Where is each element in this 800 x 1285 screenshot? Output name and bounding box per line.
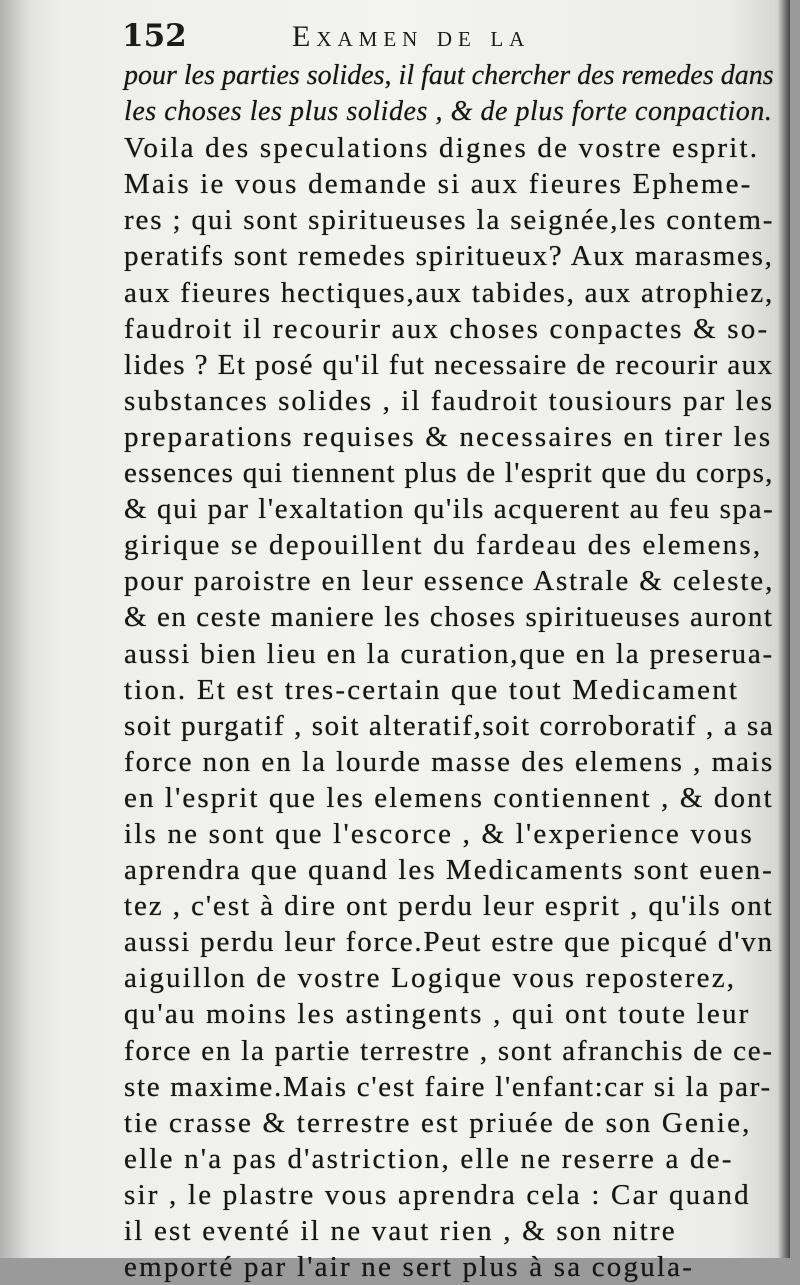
text-line: tie crasse & terrestre est priuée de son Genie, (124, 1106, 752, 1139)
text-line: elle n'a pas d'astriction, elle ne reserre a de- (124, 1142, 734, 1175)
text-line: pour les parties solides, il faut chercher des remedes dans (124, 60, 774, 91)
text-line: ils ne sont que l'escorce , & l'experience vous (124, 817, 755, 850)
text-line: aux fieures hectiques,aux tabides, aux atrophiez, (124, 276, 775, 309)
text-line: force non en la lourde masse des elemens , mais (124, 745, 775, 778)
page-header (122, 14, 742, 58)
text-line: essences qui tiennent plus de l'esprit que du corps, (124, 457, 774, 490)
text-line: & en ceste maniere les choses spiritueuses auront (124, 601, 774, 634)
text-line: res ; qui sont spiritueuses la seignée,les contem- (124, 204, 775, 237)
text-line: preparations requises & necessaires en tirer les (124, 420, 773, 453)
text-line: soit purgatif , soit alteratif,soit corroboratif , a sa (124, 709, 775, 742)
body-text (124, 58, 800, 1285)
text-line: force en la partie terrestre , sont afranchis de ce- (124, 1034, 774, 1067)
text-line: pour paroistre en leur essence Astrale & celeste, (124, 565, 775, 598)
text-line: girique se depouillent du fardeau des elemens, (124, 529, 763, 562)
text-line: substances solides , il faudroit tousiours par les (124, 384, 775, 417)
text-line: & qui par l'exaltation qu'ils acquerent au feu spa- (124, 493, 775, 526)
text-line: aiguillon de vostre Logique vous reposterez, (124, 962, 737, 995)
text-line: aussi perdu leur force.Peut estre que picqué d'vn (124, 926, 774, 959)
text-line: aprendra que quand les Medicaments sont euen- (124, 854, 774, 887)
text-line: en l'esprit que les elemens contiennent , & dont (124, 781, 774, 814)
text-line: lides ? Et posé qu'il fut necessaire de recourir aux (124, 348, 774, 381)
text-line: les choses les plus solides , & de plus forte conpaction. (124, 96, 773, 128)
text-line: aussi bien lieu en la curation,que en la preserua- (124, 637, 775, 670)
text-line: tion. Et est tres-certain que tout Medicament (124, 673, 740, 706)
text-line: ste maxime.Mais c'est faire l'enfant:car si la par- (124, 1070, 772, 1103)
text-line: Voila des speculations dignes de vostre esprit. (124, 132, 760, 165)
text-line: qu'au moins les astingents , qui ont toute leur (124, 998, 751, 1031)
text-line: il est eventé il ne vaut rien , & son nitre (124, 1215, 677, 1247)
text-line: sir , le plastre vous aprendra cela : Car quand (124, 1178, 751, 1211)
text-line: Mais ie vous demande si aux fieures Epheme- (124, 168, 753, 201)
page-number: 152 (122, 18, 187, 54)
page-gutter-shadow (0, 0, 30, 1258)
text-line: peratifs sont remedes spiritueux? Aux marasmes, (124, 240, 774, 273)
text-line: tez , c'est à dire ont perdu leur esprit , qu'ils ont (124, 890, 774, 923)
text-line: emporté par l'air ne sert plus à sa cogula- (124, 1251, 695, 1284)
running-title: Examen de la (292, 20, 531, 53)
text-line: faudroit il recourir aux choses conpactes & so- (124, 312, 770, 345)
